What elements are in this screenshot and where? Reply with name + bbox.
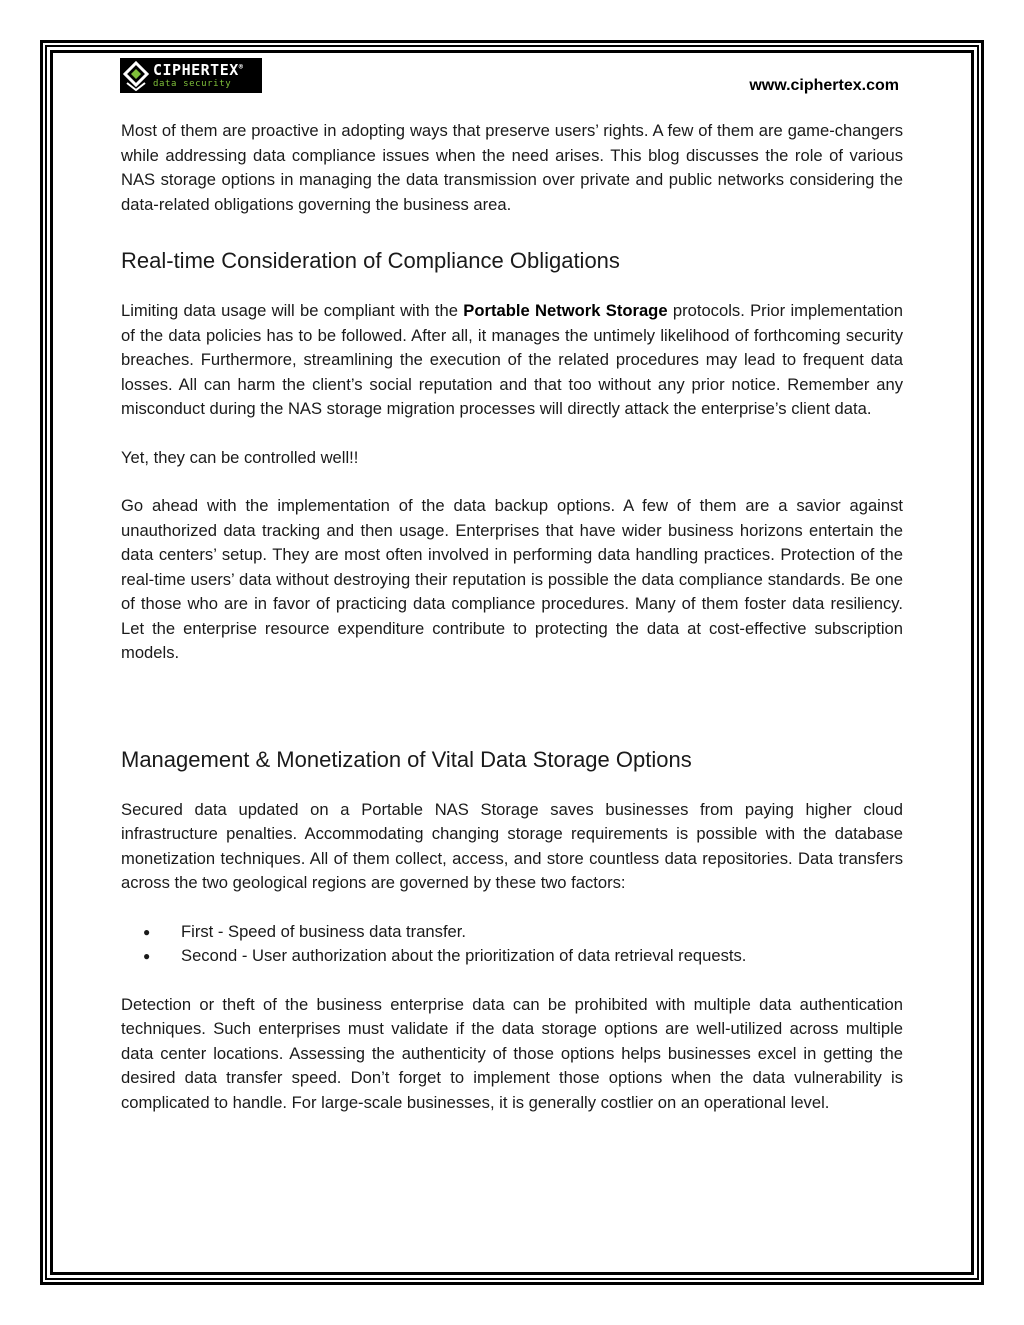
- compliance-paragraph-2: Yet, they can be controlled well!!: [121, 447, 359, 467]
- document-body: [121, 119, 903, 1115]
- logo-tagline: data security: [153, 78, 232, 89]
- bold-term-portable-network-storage: Portable Network Storage: [463, 301, 668, 320]
- list-item: ● Second - User authorization about the prioritization of data retrieval requests.: [121, 944, 903, 969]
- logo-wordmark: CIPHERTEX®: [153, 60, 244, 79]
- section-heading-monetization: Management & Monetization of Vital Data Storage Options: [121, 746, 692, 772]
- bullet-icon: ●: [143, 949, 151, 963]
- monetization-paragraph-1: Secured data updated on a Portable NAS Storage saves businesses from paying higher cloud infrastructure penalties. Accommodating changing storage requirements is possible with the database monetization techniques. All of them collect, access, and store countless data repositories. Data transfers across the two geological regions are governed by these two factors:: [121, 799, 903, 892]
- compliance-paragraph-3: Go ahead with the implementation of the data backup options. A few of them are a savior against unauthorized data tracking and then usage. Enterprises that have wider business horizons entertain the data centers’ setup. They are most often involved in performing data handling practices. Protection of the real-time users’ data without destroying their reputation is possible the data compliance standards. Be one of those who are in favor of practicing data compliance procedures. Many of them foster data resiliency. Let the enterprise resource expenditure contribute to protecting the data at cost-effective subscription models.: [121, 496, 903, 662]
- factors-list: [121, 920, 903, 969]
- section-heading-compliance: Real-time Consideration of Compliance Obligations: [121, 248, 620, 273]
- compliance-paragraph-1: Limiting data usage will be compliant with the Portable Network Storage protocols. Prior implementation of the data policies has to be followed. After all, it manages the untimely likelihood of forthcoming security breaches. Furthermore, streamlining the execution of the related procedures may lead to frequent data losses. All can harm the client’s social reputation and that too without any prior notice. Remember any misconduct during the NAS storage migration processes will directly attack the enterprise’s client data.: [121, 301, 903, 418]
- list-item: ● First - Speed of business data transfer.: [121, 920, 903, 945]
- bullet-icon: ●: [143, 924, 151, 939]
- site-url: www.ciphertex.com: [749, 77, 899, 94]
- ciphertex-logo: [120, 58, 262, 93]
- diamond-emblem-icon: [123, 61, 149, 91]
- monetization-paragraph-2: Detection or theft of the business enterprise data can be prohibited with multiple data authentication techniques. Such enterprises must validate if the data storage options are well-utilized across multiple data center locations. Assessing the authenticity of those options helps businesses excel in getting the desired data transfer speed. Don’t forget to implement those options when the data vulnerability is complicated to handle. For large-scale businesses, it is generally costlier on an operational level.: [121, 994, 903, 1112]
- intro-paragraph: Most of them are proactive in adopting ways that preserve users’ rights. A few of them are game-changers while addressing data compliance issues when the need arises. This blog discusses the role of various NAS storage options in managing the data transmission over private and public networks considering the data-related obligations governing the business area.: [121, 121, 903, 214]
